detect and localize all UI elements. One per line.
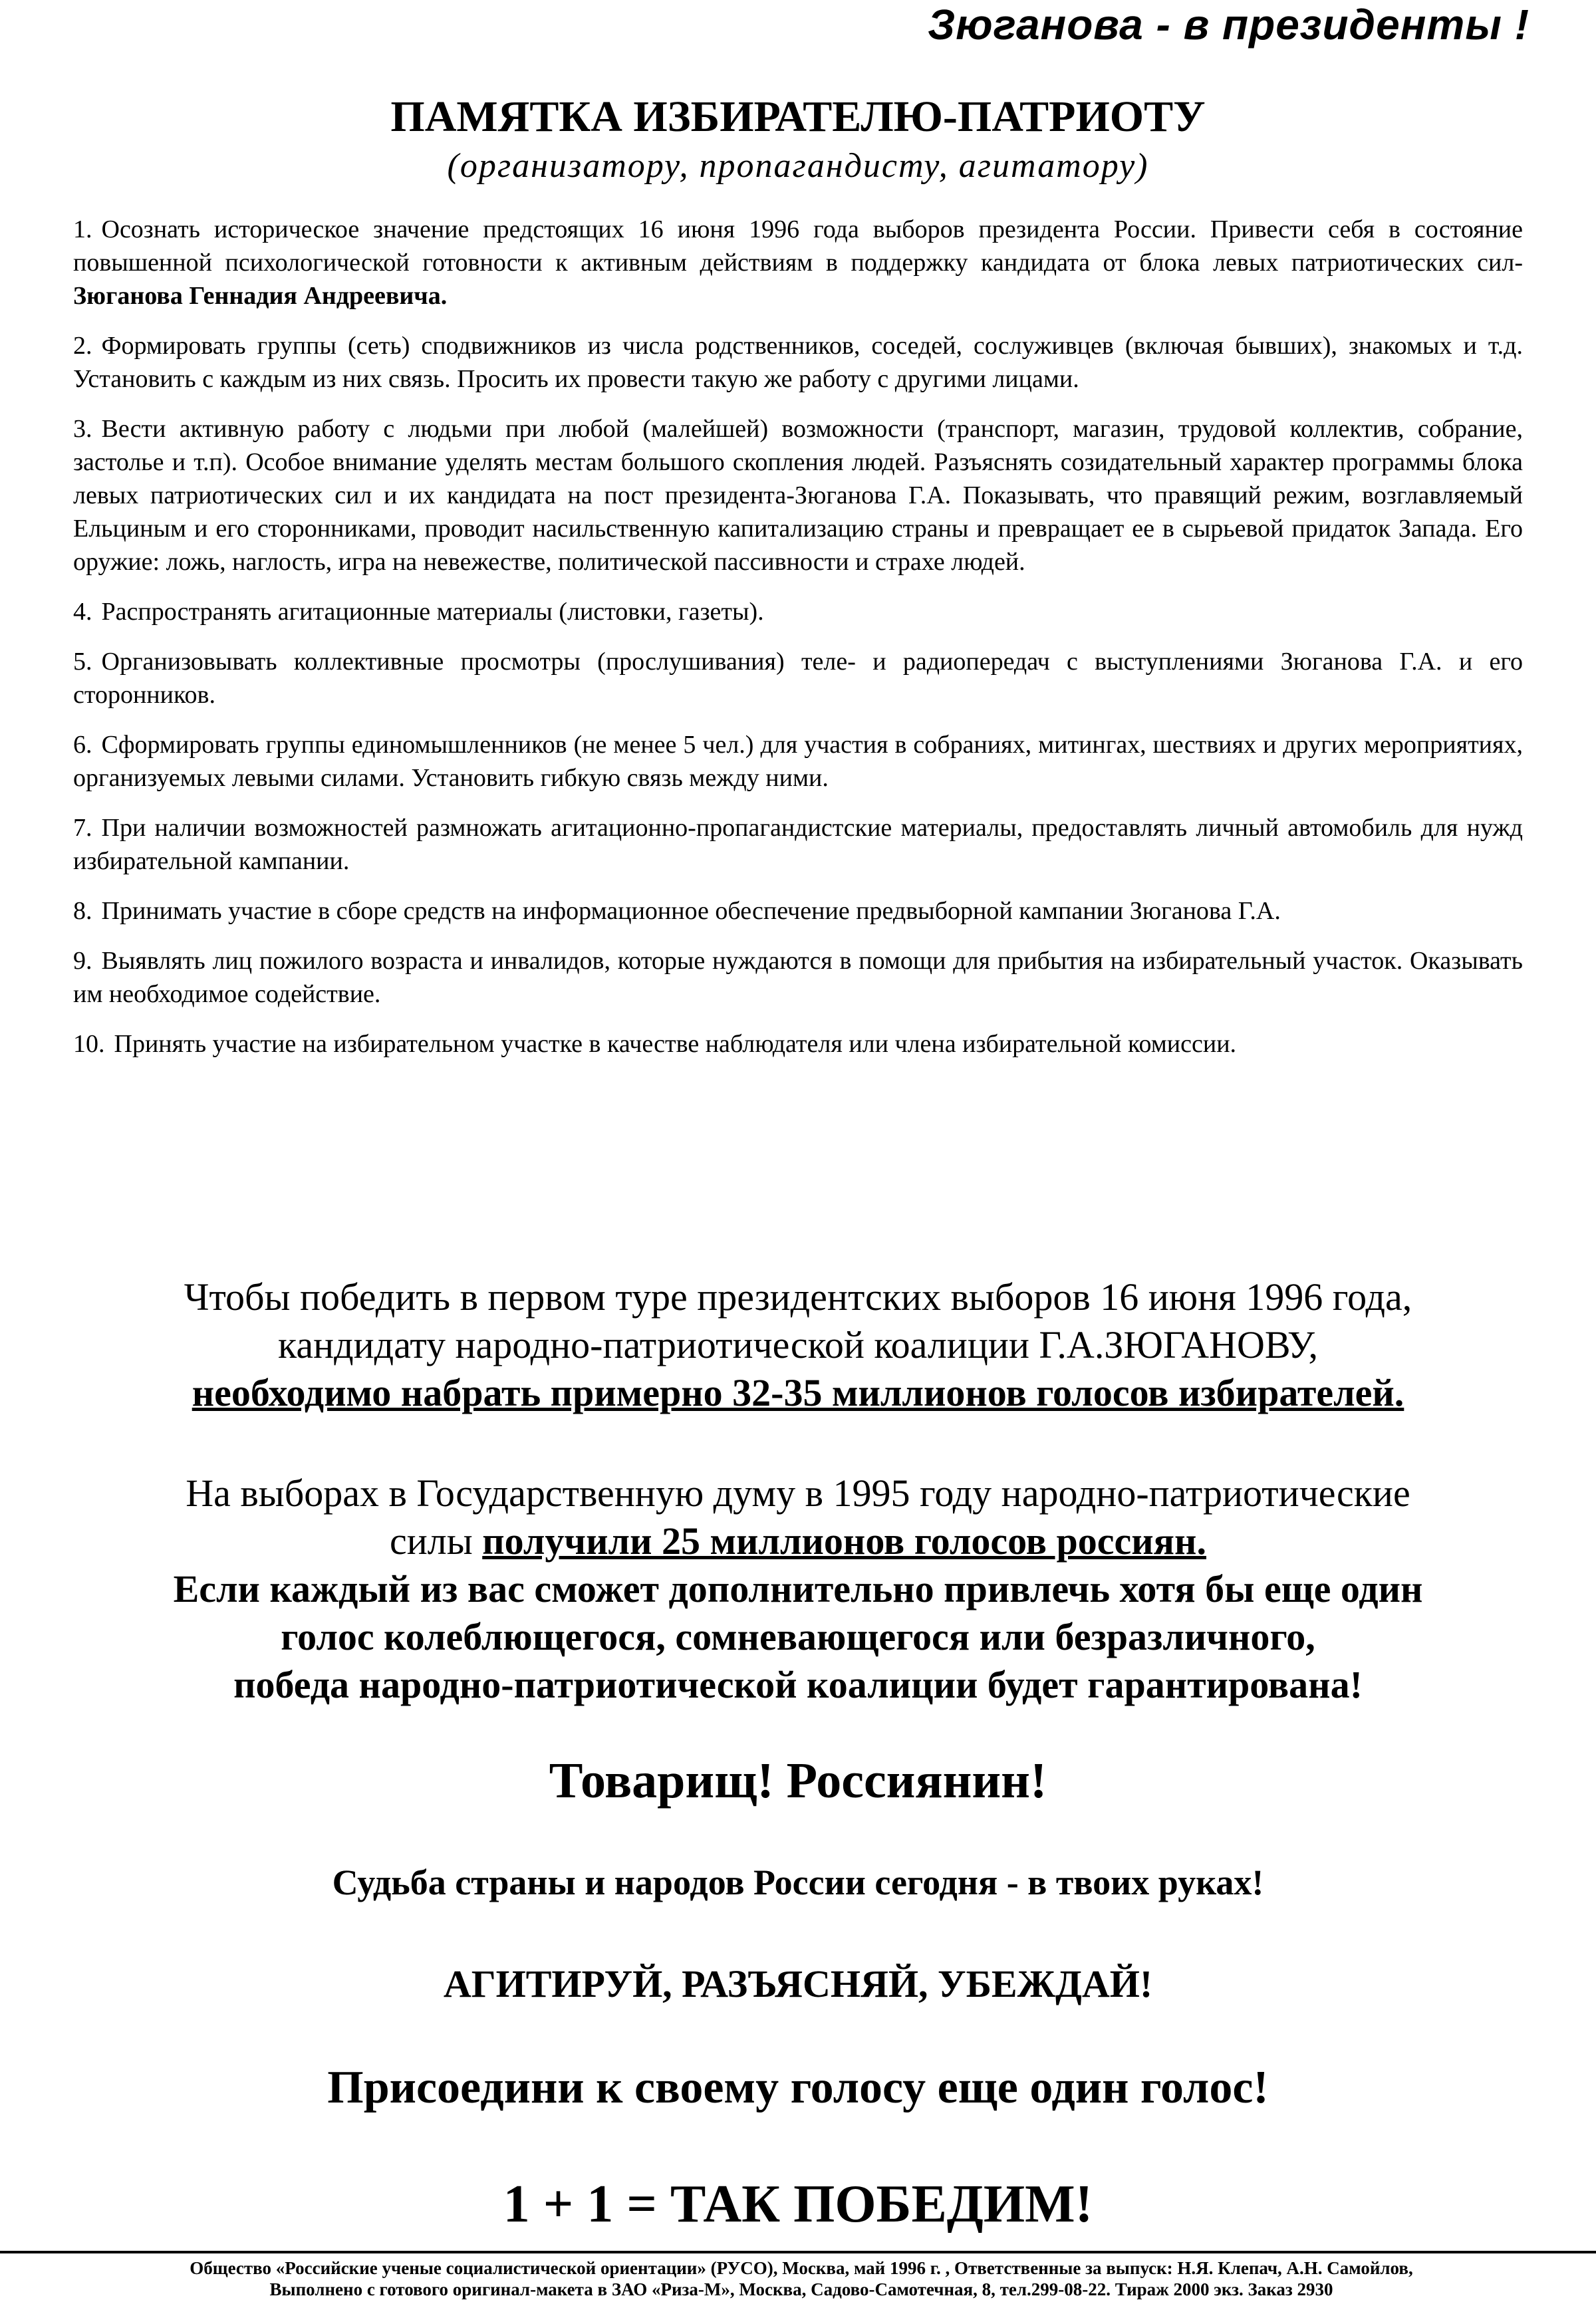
list-item bbox=[73, 645, 1523, 711]
item-text: Принимать участие в сборе средств на информационное обеспечение предвыборной кампании Зюганова Г.А. bbox=[101, 897, 1281, 925]
list-item bbox=[73, 811, 1523, 878]
list-item bbox=[73, 213, 1523, 313]
appeal-bold-line: Если каждый из вас сможет дополнительно привлечь хотя бы еще один bbox=[173, 1567, 1423, 1610]
item-number: 8. bbox=[73, 897, 92, 925]
instruction-list bbox=[73, 213, 1523, 1077]
item-number: 10. bbox=[73, 1030, 105, 1058]
appeal-line: Чтобы победить в первом туре президентских выборов 16 июня 1996 года, bbox=[184, 1275, 1412, 1319]
appeal-line: На выборах в Государственную думу в 1995 году народно-патриотические bbox=[186, 1471, 1410, 1515]
footer-divider bbox=[0, 2251, 1596, 2253]
header-slogan: Зюганова - в президенты ! bbox=[928, 1, 1530, 49]
footer-line: Выполнено с готового оригинал-макета в ЗАО «Риза-М», Москва, Садово-Самотечная, 8, тел.299-08-22. Тираж 2000 экз. Заказ 2930 bbox=[269, 2279, 1333, 2299]
item-text: Выявлять лиц пожилого возраста и инвалидов, которые нуждаются в помощи для прибытия на избирательный участок. Оказывать им необходимое содействие. bbox=[73, 947, 1523, 1008]
list-item bbox=[73, 894, 1523, 928]
item-number: 6. bbox=[73, 731, 92, 759]
document-subtitle: (организатору, пропагандисту, агитатору) bbox=[447, 147, 1149, 185]
item-text: Принять участие на избирательном участке в качестве наблюдателя или члена избирательной комиссии. bbox=[114, 1030, 1237, 1058]
appeal-line bbox=[0, 1517, 1596, 1565]
appeal-line: кандидату народно-патриотической коалиции Г.А.ЗЮГАНОВУ, bbox=[278, 1323, 1318, 1366]
item-text: Сформировать группы единомышленников (не менее 5 чел.) для участия в собраниях, митингах, шествиях и других мероприятиях, организуемых левыми силами. Установить гибкую связь между ними. bbox=[73, 731, 1523, 792]
item-number: 1. bbox=[73, 215, 92, 243]
item-text: Распространять агитационные материалы (листовки, газеты). bbox=[101, 598, 764, 626]
comrade-heading: Товарищ! Россиянин! bbox=[549, 1753, 1047, 1809]
item-number: 4. bbox=[73, 598, 92, 626]
join-line: Присоедини к своему голосу еще один голос! bbox=[327, 2062, 1269, 2113]
item-text: Осознать историческое значение предстоящих 16 июня 1996 года выборов президента России. Привести себя в состояние повышенной психологической готовности к активным действиям в поддержку кандидата от блока левых патриотических сил- bbox=[73, 215, 1523, 277]
appeal-underlined-phrase: получили 25 миллионов голосов россиян. bbox=[482, 1519, 1206, 1563]
duma-results-paragraph bbox=[0, 1469, 1596, 1709]
item-text: При наличии возможностей размножать агитационно-пропагандистские материалы, предоставлять личный автомобиль для нужд избирательной кампании. bbox=[73, 814, 1523, 875]
appeal-bold-line: победа народно-патриотической коалиции будет гарантирована! bbox=[233, 1663, 1363, 1706]
item-number: 3. bbox=[73, 415, 92, 443]
victory-target-paragraph bbox=[0, 1273, 1596, 1417]
item-text: Вести активную работу с людьми при любой (малейшей) возможности (транспорт, магазин, трудовой коллектив, собрание, застолье и т.п). Особое внимание уделять местам большого скопления людей. Разъяснять созидательный характер программы блока левых патриотических сил и их кандидата на пост президента-Зюганова Г.А. Показывать, что правящий режим, возглавляемый Ельциным и его сторонниками, проводит насильственную капитализацию страны и превращает ее в сырьевой придаток Запада. Его оружие: ложь, наглость, игра на невежестве, политической пассивности и страхе людей. bbox=[73, 415, 1523, 576]
imprint-footer bbox=[27, 2257, 1576, 2300]
list-item bbox=[73, 329, 1523, 396]
candidate-name: Зюганова Геннадия Андреевича. bbox=[73, 282, 448, 310]
list-item bbox=[73, 728, 1523, 795]
list-item bbox=[73, 944, 1523, 1011]
document-title: ПАМЯТКА ИЗБИРАТЕЛЮ-ПАТРИОТУ bbox=[390, 92, 1206, 141]
agitate-line: АГИТИРУЙ, РАЗЪЯСНЯЙ, УБЕЖДАЙ! bbox=[443, 1962, 1153, 2005]
item-number: 7. bbox=[73, 814, 92, 842]
formula-line: 1 + 1 = ТАК ПОБЕДИМ! bbox=[503, 2175, 1093, 2234]
appeal-bold-line: голос колеблющегося, сомневающегося или безразличного, bbox=[281, 1615, 1315, 1658]
list-item bbox=[73, 1027, 1523, 1061]
fate-line: Судьба страны и народов России сегодня - в твоих руках! bbox=[332, 1862, 1264, 1902]
item-number: 2. bbox=[73, 332, 92, 360]
item-number: 9. bbox=[73, 947, 92, 975]
appeal-line-start: силы bbox=[390, 1519, 483, 1563]
list-item bbox=[73, 412, 1523, 578]
list-item bbox=[73, 595, 1523, 628]
item-number: 5. bbox=[73, 648, 92, 676]
footer-line: Общество «Российские ученые социалистической ориентации» (РУСО), Москва, май 1996 г. , Ответственные за выпуск: Н.Я. Клепач, А.Н. Самойлов, bbox=[190, 2258, 1413, 2278]
appeal-underlined-line: необходимо набрать примерно 32-35 миллионов голосов избирателей. bbox=[192, 1371, 1404, 1414]
item-text: Организовывать коллективные просмотры (прослушивания) теле- и радиопередач с выступлениями Зюганова Г.А. и его сторонников. bbox=[73, 648, 1523, 709]
item-text: Формировать группы (сеть) сподвижников из числа родственников, соседей, сослуживцев (включая бывших), знакомых и т.д. Установить с каждым из них связь. Просить их провести такую же работу с другими лицами. bbox=[73, 332, 1523, 393]
